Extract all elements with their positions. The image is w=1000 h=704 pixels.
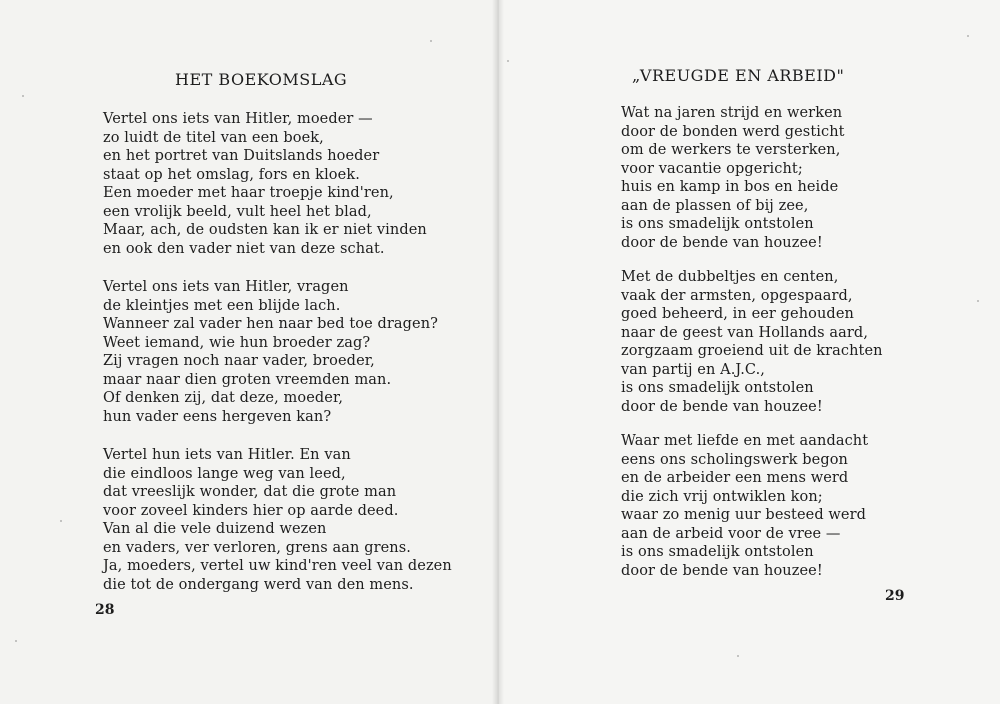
poem-line: door de bende van houzee! — [621, 562, 823, 579]
poem-line: door de bonden werd gesticht — [621, 123, 845, 140]
poem-line: Van al die vele duizend wezen — [103, 521, 327, 537]
poem-line: en ook den vader niet van deze schat. — [103, 240, 385, 257]
poem-line: die zich vrij ontwiklen kon; — [621, 488, 823, 505]
poem-line: Een moeder met haar troepje kind'ren, — [103, 185, 394, 201]
poem-line: goed beheerd, in eer gehouden — [621, 306, 854, 322]
poem-line: staat op het omslag, fors en kloek. — [103, 166, 360, 183]
poem-line: voor zoveel kinders hier op aarde deed. — [103, 502, 399, 519]
right-page — [497, 0, 1000, 704]
paper-speck — [22, 95, 24, 97]
poem-line: Weet iemand, wie hun broeder zag? — [103, 334, 371, 351]
poem-line: eens ons scholingswerk begon — [621, 451, 848, 468]
stanza — [103, 446, 452, 594]
poem-line: naar de geest van Hollands aard, — [621, 324, 869, 341]
poem-line: die tot de ondergang werd van den mens. — [103, 576, 414, 593]
poem-line: Vertel ons iets van Hitler, moeder — — [103, 111, 373, 127]
poem-line: aan de arbeid voor de vree — — [621, 525, 841, 542]
poem-line: en vaders, ver verloren, grens aan grens. — [103, 539, 411, 556]
poem-line: door de bende van houzee! — [621, 234, 823, 251]
poem-line: en de arbeider een mens werd — [621, 470, 849, 486]
stanza — [103, 110, 427, 258]
poem-line: die eindloos lange weg van leed, — [103, 465, 346, 482]
poem-line: Of denken zij, dat deze, moeder, — [103, 390, 344, 406]
page-number: 29 — [885, 588, 905, 604]
poem-line: aan de plassen of bij zee, — [621, 197, 809, 214]
poem-line: om de werkers te versterken, — [621, 142, 841, 158]
poem-line: is ons smadelijk ontstolen — [621, 216, 814, 232]
poem-line: huis en kamp in bos en heide — [621, 179, 839, 195]
stanza — [621, 432, 868, 580]
poem-line: Maar, ach, de oudsten kan ik er niet vinden — [103, 222, 427, 238]
paper-speck — [737, 655, 739, 657]
poem-line: zo luidt de titel van een boek, — [103, 129, 324, 146]
poem-line: zorgzaam groeiend uit de krachten — [621, 343, 883, 359]
poem-line: de kleintjes met een blijde lach. — [103, 297, 341, 314]
paper-speck — [967, 35, 969, 37]
paper-speck — [430, 40, 432, 42]
poem-line: vaak der armsten, opgespaard, — [621, 287, 853, 304]
poem-line: voor vacantie opgericht; — [621, 160, 803, 177]
poem-line: van partij en A.J.C., — [621, 361, 766, 378]
book-gutter — [492, 0, 504, 704]
poem-line: en het portret van Duitslands hoeder — [103, 148, 380, 164]
poem-line: Ja, moeders, vertel uw kind'ren veel van dezen — [103, 558, 452, 574]
poem-line: hun vader eens hergeven kan? — [103, 408, 332, 425]
poem-line: is ons smadelijk ontstolen — [621, 544, 814, 560]
left-page — [0, 0, 497, 704]
paper-speck — [15, 640, 17, 642]
poem-line: Wanneer zal vader hen naar bed toe dragen? — [103, 316, 439, 332]
paper-speck — [977, 300, 979, 302]
poem-line: waar zo menig uur besteed werd — [621, 507, 867, 523]
poem-line: door de bende van houzee! — [621, 398, 823, 415]
poem-line: Vertel hun iets van Hitler. En van — [103, 447, 351, 463]
poem-line: Met de dubbeltjes en centen, — [621, 269, 839, 285]
poem-line: een vrolijk beeld, vult heel het blad, — [103, 203, 372, 220]
paper-speck — [60, 520, 62, 522]
poem-line: maar naar dien groten vreemden man. — [103, 371, 392, 388]
poem-line: Zij vragen noch naar vader, broeder, — [103, 353, 375, 369]
poem-line: Wat na jaren strijd en werken — [621, 105, 843, 121]
poem-line: Vertel ons iets van Hitler, vragen — [103, 279, 349, 295]
stanza — [103, 278, 438, 426]
poem-title: HET BOEKOMSLAG — [175, 70, 348, 89]
stanza — [621, 268, 883, 416]
poem-line: Waar met liefde en met aandacht — [621, 433, 869, 449]
poem-line: is ons smadelijk ontstolen — [621, 380, 814, 396]
page-number: 28 — [95, 602, 115, 618]
poem-title: „VREUGDE EN ARBEID" — [632, 66, 845, 85]
poem-line: dat vreeslijk wonder, dat die grote man — [103, 484, 397, 500]
stanza — [621, 104, 845, 252]
paper-speck — [507, 60, 509, 62]
